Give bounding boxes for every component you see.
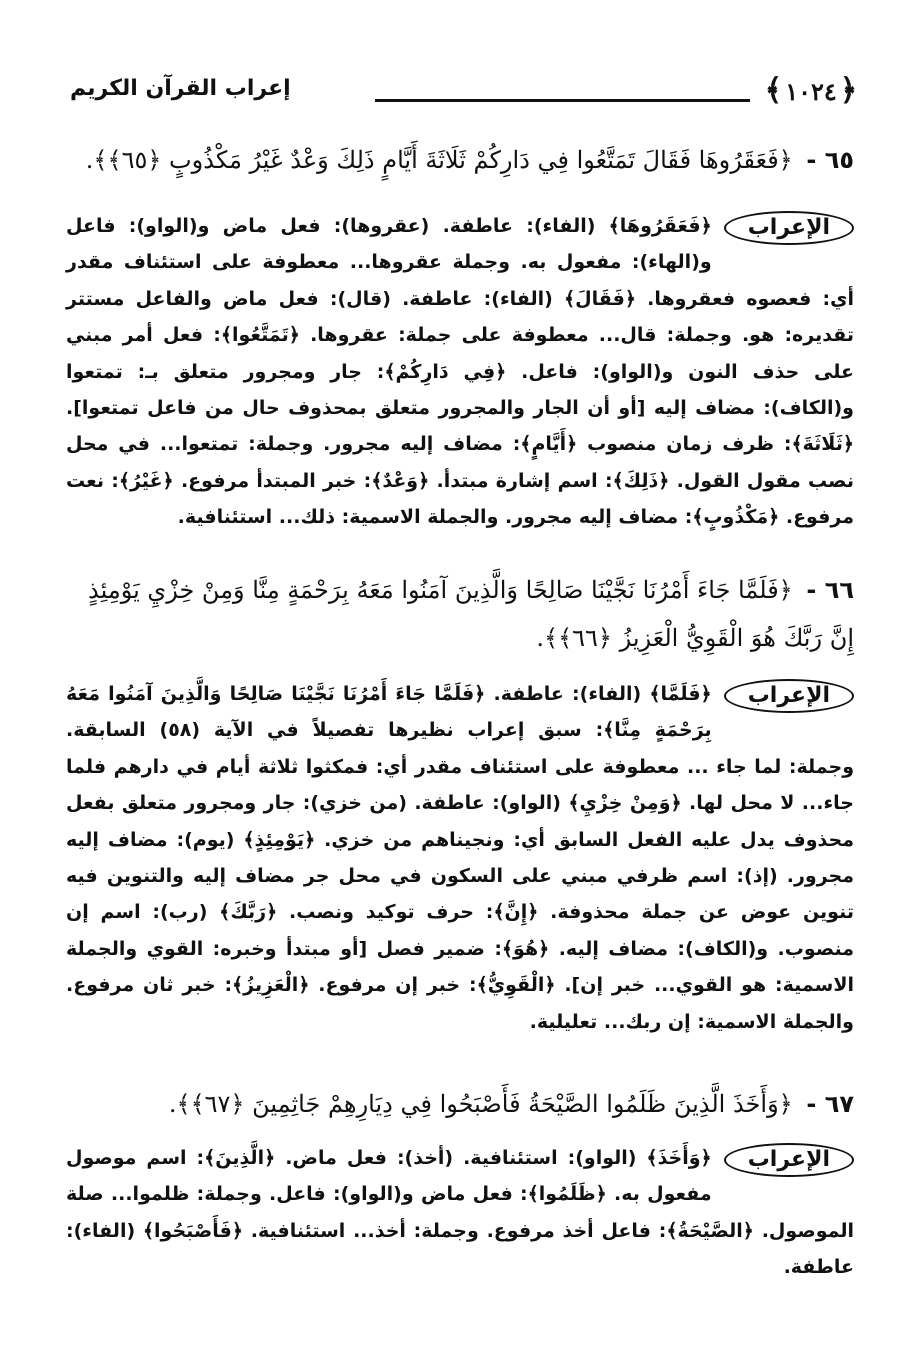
irab-block-66 [66,676,854,1040]
verse-number: ٦٥ - [806,146,854,174]
verse-text: ﴿فَعَقَرُوهَا فَقَالَ تَمَتَّعُوا فِي دَارِكُمْ ثَلَاثَةَ أَيَّامٍ ذَلِكَ وَعْدٌ غَيْرُ مَكْذُوبٍ ﴿٦٥﴾﴾. [85,146,793,174]
irab-text: ﴿فَعَقَرُوهَا﴾ (الفاء): عاطفة. (عقروها): فعل ماض و(الواو): فاعل و(الهاء): مفعول به. وجملة عقروها... معطوفة على استئناف مقدر أي: فعصوه فعقروها. ﴿فَقَالَ﴾ (الفاء): عاطفة. (قال): فعل ماض والفاعل مستتر تقديره: هو. وجملة: قال... معطوفة على جملة: عقروها. ﴿تَمَتَّعُوا﴾: فعل أمر مبني على حذف النون و(الواو): فاعل. ﴿فِي دَارِكُمْ﴾: جار ومجرور متعلق بـ: تمتعوا و(الكاف): مضاف إليه [أو أن الجار والمجرور متعلق بمحذوف حال من فاعل تمتعوا]. ﴿ثَلَاثَةَ﴾: ظرف زمان منصوب ﴿أَيَّامٍ﴾: مضاف إليه مجرور. وجملة: تمتعوا... في محل نصب مقول القول. ﴿ذَلِكَ﴾: اسم إشارة مبتدأ. ﴿وَعْدٌ﴾: خبر المبتدأ مرفوع. ﴿غَيْرُ﴾: نعت مرفوع. ﴿مَكْذُوبٍ﴾: مضاف إليه مجرور. والجملة الاسمية: ذلك... استئنافية. [66,215,854,529]
page-header [60,72,862,116]
irab-label: الإعراب [724,211,854,245]
book-title: إعراب القرآن الكريم [70,76,291,101]
irab-label: الإعراب [724,1143,854,1177]
verse-text: ﴿فَلَمَّا جَاءَ أَمْرُنَا نَجَّيْنَا صَالِحًا وَالَّذِينَ آمَنُوا مَعَهُ بِرَحْمَةٍ مِنَّا وَمِنْ خِزْيِ يَوْمِئِذٍ إِنَّ رَبَّكَ هُوَ الْقَوِيُّ الْعَزِيزُ ﴿٦٦﴾﴾. [88,576,854,652]
page-number-frame [760,72,862,110]
ornament-bracket-left: ﴾ [764,73,783,108]
verse-number: ٦٧ - [806,1090,854,1118]
header-rule [375,99,750,102]
irab-block-65 [66,208,854,536]
verse-66 [66,566,854,662]
irab-text: ﴿فَلَمَّا﴾ (الفاء): عاطفة. ﴿فَلَمَّا جَاءَ أَمْرُنَا نَجَّيْنَا صَالِحًا وَالَّذِينَ آمَنُوا مَعَهُ بِرَحْمَةٍ مِنَّا﴾: سبق إعراب نظيرها تفصيلاً في الآية (٥٨) السابقة. وجملة: لما جاء ... معطوفة على استئناف مقدر أي: فمكثوا ثلاثة أيام في دارهم فلما جاء... لا محل لها. ﴿وَمِنْ خِزْيِ﴾ (الواو): عاطفة. (من خزي): جار ومجرور متعلق بفعل محذوف يدل عليه الفعل السابق أي: ونجيناهم من خزي. ﴿يَوْمِئِذٍ﴾ (يوم): مضاف إليه مجرور. (إذ): اسم ظرفي مبني على السكون في محل جر مضاف إليه والتنوين فيه تنوين عوض عن جملة محذوفة. ﴿إِنَّ﴾: حرف توكيد ونصب. ﴿رَبَّكَ﴾ (رب): اسم إن منصوب. و(الكاف): مضاف إليه. ﴿هُوَ﴾: ضمير فصل [أو مبتدأ وخبره: القوي والجملة الاسمية: هو القوي... خبر إن]. ﴿الْقَوِيُّ﴾: خبر إن مرفوع. ﴿الْعَزِيزُ﴾: خبر ثان مرفوع. والجملة الاسمية: إن ربك... تعليلية. [66,683,854,1033]
verse-number: ٦٦ - [806,576,854,604]
irab-text: ﴿وَأَخَذَ﴾ (الواو): استئنافية. (أخذ): فعل ماض. ﴿الَّذِينَ﴾: اسم موصول مفعول به. ﴿ظَلَمُوا﴾: فعل ماض و(الواو): فاعل. وجملة: ظلموا... صلة الموصول. ﴿الصَّيْحَةُ﴾: فاعل أخذ مرفوع. وجملة: أخذ... استئنافية. ﴿فَأَصْبَحُوا﴾ (الفاء): عاطفة. [66,1147,854,1279]
irab-label: الإعراب [724,679,854,713]
verse-67 [66,1080,854,1128]
page-number: ١٠٢٤ [785,76,837,106]
irab-block-67 [66,1140,854,1286]
ornament-bracket-right: ﴿ [839,73,858,108]
verse-text: ﴿وَأَخَذَ الَّذِينَ ظَلَمُوا الصَّيْحَةُ فَأَصْبَحُوا فِي دِيَارِهِمْ جَاثِمِينَ ﴿٦٧﴾﴾. [168,1090,793,1118]
verse-65 [66,136,854,184]
